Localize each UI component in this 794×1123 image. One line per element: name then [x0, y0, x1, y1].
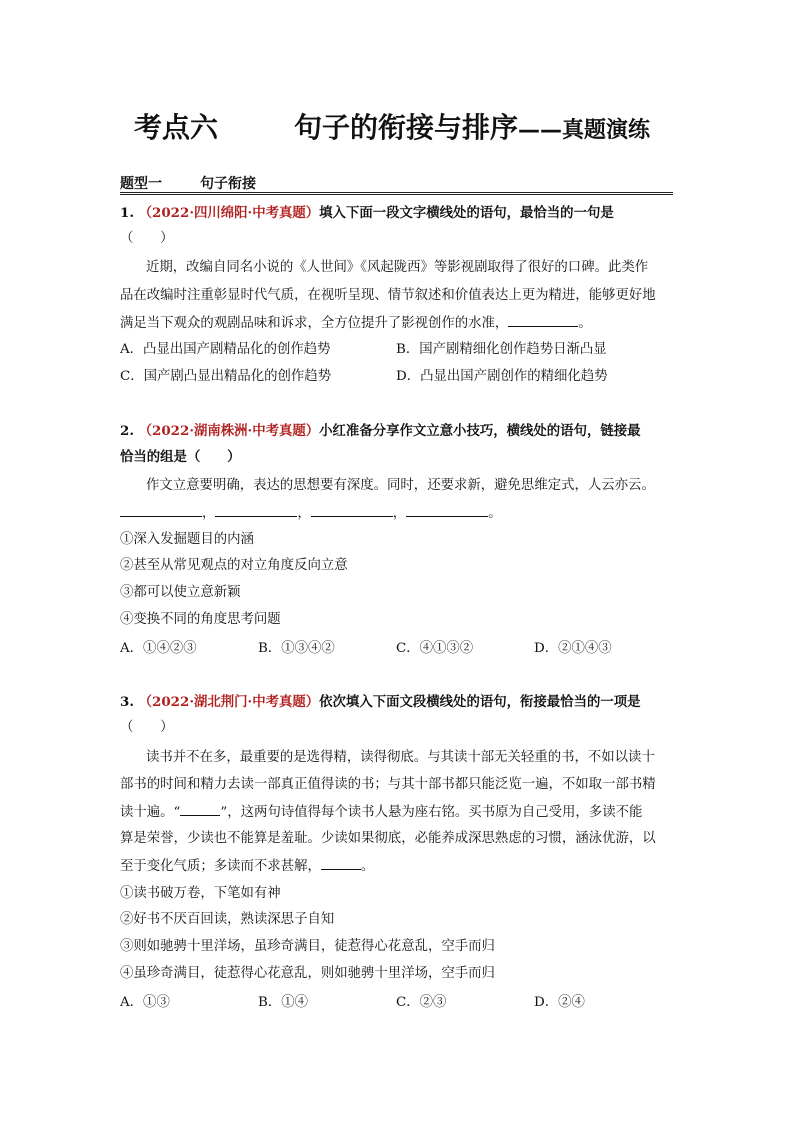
- q1-para-2: 品在改编时注重彰显时代气质，在视听呈现、情节叙述和价值表达上更为精进，能够更好地: [120, 288, 656, 303]
- q2-option-b: B．①③④②: [258, 641, 335, 656]
- q3-para-5-wrap: [120, 857, 374, 876]
- q2-item-1: ①深入发掘题目的内涵: [120, 532, 254, 547]
- q3-item-4: ④虽珍奇满目，徒惹得心花意乱，则如驰骋十里洋场，空手而归: [120, 966, 495, 981]
- q3-option-b: B．①④: [258, 995, 309, 1010]
- q1-stem-line: [120, 204, 614, 222]
- q1-option-c: C．国产剧凸显出精品化的创作趋势: [120, 369, 332, 384]
- q3-item-1: ①读书破万卷，下笔如有神: [120, 886, 281, 901]
- q2-option-d: D．②①④③: [534, 641, 612, 656]
- q3-paren: （ ）: [120, 720, 174, 735]
- q3-para-5: 至于变化气质；多读而不求甚解，: [120, 859, 321, 874]
- q3-para-5-end: 。: [360, 859, 375, 874]
- q2-blank-2: [215, 504, 297, 517]
- q3-para-4: 算是荣誉，少读也不能算是羞耻。少读如果彻底，必能养成深思熟虑的习惯，涵泳优游，以: [120, 831, 656, 846]
- q3-item-2: ②好书不厌百回读，熟读深思子自知: [120, 912, 335, 927]
- q3-blank-1: [180, 803, 220, 816]
- q2-blanks-line: [120, 504, 502, 523]
- q3-option-a: A．①③: [120, 995, 170, 1010]
- q1-blank: [508, 314, 578, 327]
- q2-number: 2.: [120, 423, 134, 439]
- title-prefix: 考点六: [134, 111, 219, 144]
- q1-para-3-end: 。: [578, 316, 592, 331]
- q3-number: 3.: [120, 694, 134, 710]
- q2-end: 。: [488, 506, 502, 521]
- q2-blank-4: [406, 504, 488, 517]
- q1-source: （2022·四川绵阳·中考真题）: [138, 205, 320, 221]
- q3-para-3a: 读十遍。“: [120, 805, 181, 820]
- q1-para-1: 近期，改编自同名小说的《人世间》《风起陇西》等影视剧取得了很好的口碑。此类作: [146, 260, 649, 275]
- q1-para-3-wrap: [120, 314, 592, 333]
- q1-option-b: B．国产剧精细化创作趋势日渐凸显: [396, 342, 607, 357]
- q1-paren: （ ）: [120, 231, 174, 246]
- page-title: [134, 106, 694, 146]
- q1-option-a: A．凸显出国产剧精品化的创作趋势: [120, 342, 331, 357]
- q3-source: （2022·湖北荆门·中考真题）: [138, 694, 320, 710]
- q2-stem: 小红准备分享作文立意小技巧，横线处的语句，链接最: [319, 423, 641, 439]
- q3-para-2: 部书的时间和精力去读一部真正值得读的书；与其十部书都只能泛览一遍，不如取一部书精: [120, 777, 656, 792]
- section-name: 句子衔接: [200, 176, 256, 192]
- q2-stem-line: [120, 422, 641, 440]
- q1-para-3: 满足当下观众的观剧品味和诉求，全方位提升了影视创作的水准，: [120, 316, 509, 331]
- section-label: 题型一: [120, 176, 162, 192]
- q2-option-c: C．④①③②: [396, 641, 474, 656]
- title-main-wrap: [294, 106, 650, 146]
- q2-item-2: ②甚至从常见观点的对立角度反向立意: [120, 558, 348, 573]
- q2-comma-2: ，: [297, 506, 311, 521]
- q3-option-d: D．②④: [534, 995, 585, 1010]
- q2-comma-3: ，: [392, 506, 407, 521]
- q3-para-3-wrap: [120, 803, 642, 822]
- q1-option-d: D．凸显出国产剧创作的精细化趋势: [396, 369, 608, 384]
- q2-option-a: A．①④②③: [120, 641, 197, 656]
- q2-source: （2022·湖南株洲·中考真题）: [138, 423, 320, 439]
- q3-stem: 依次填入下面文段横线处的语句，衔接最恰当的一项是: [319, 694, 641, 710]
- q3-blank-2: [321, 857, 361, 870]
- q3-item-3: ③则如驰骋十里洋场，虽珍奇满目，徒惹得心花意乱，空手而归: [120, 939, 495, 954]
- q2-blank-1: [120, 504, 202, 517]
- q1-number: 1.: [120, 205, 134, 221]
- q3-para-1: 读书并不在多，最重要的是选得精，读得彻底。与其读十部无关轻重的书，不如以读十: [146, 750, 655, 765]
- q2-para-1: 作文立意要明确，表达的思想要有深度。同时，还要求新，避免思维定式，人云亦云。: [146, 478, 655, 493]
- title-main: 句子的衔接与排序: [294, 111, 519, 144]
- title-suffix: ——真题演练: [518, 118, 651, 143]
- q2-item-3: ③都可以使立意新颖: [120, 585, 241, 600]
- q3-para-3b: ”，这两句诗值得每个读书人悬为座右铭。买书原为自己受用，多读不能: [220, 805, 643, 820]
- q2-comma-1: ，: [202, 506, 216, 521]
- q2-item-4: ④变换不同的角度思考问题: [120, 612, 281, 627]
- q1-stem: 填入下面一段文字横线处的语句，最恰当的一句是: [319, 205, 614, 221]
- section-header: [120, 172, 673, 195]
- q2-stem-2: 恰当的组是（ ）: [120, 449, 241, 465]
- q3-stem-line: [120, 693, 641, 711]
- q2-blank-3: [311, 504, 393, 517]
- q3-option-c: C．②③: [396, 995, 447, 1010]
